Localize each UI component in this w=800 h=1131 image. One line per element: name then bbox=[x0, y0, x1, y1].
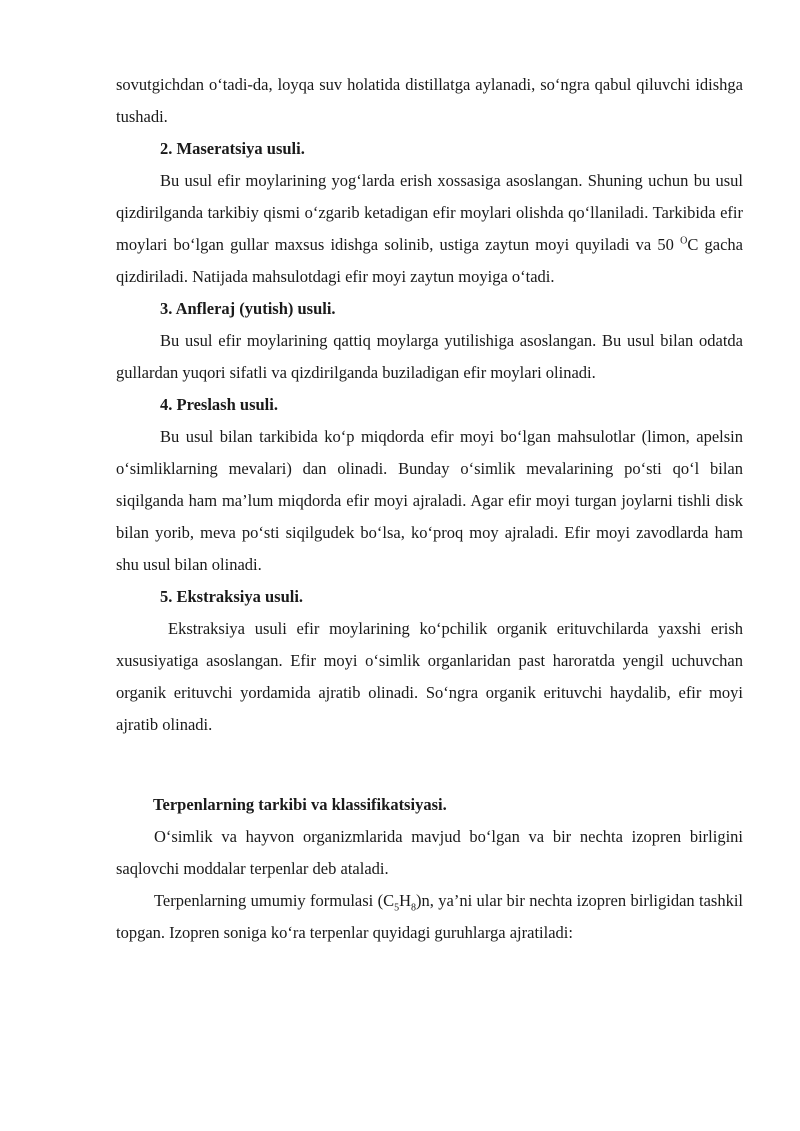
paragraph-continuation: sovutgichdan o‘tadi-da, loyqa suv holatida distillatga aylanadi, so‘ngra qabul qiluvchi idishga tushadi. bbox=[116, 75, 743, 126]
heading-extraction: 5. Ekstraksiya usuli. bbox=[160, 587, 304, 606]
formula-subscript-8: 8 bbox=[411, 902, 417, 914]
formula-text-a: Terpenlarning umumiy formulasi (C bbox=[154, 891, 395, 910]
formula-text-b: )n, ya’ni ular bir nechta izopren birligidan tashkil topgan. Izopren soniga ko‘ra terpenlar quyidagi guruhlarga ajratiladi: bbox=[116, 891, 743, 942]
paragraph-maceration-text-a: Bu usul efir moylarining yog‘larda erish xossasiga asoslangan. Shuning uchun bu usul qizdirilganda tarkibiy qismi o‘zgarib ketadigan efir moylari olishda qo‘llaniladi. Tarkibida efir moylari bo‘lgan gullar maxsus idishga solinib, ustiga zaytun moyi quyiladi va 50 bbox=[116, 171, 743, 254]
formula-text-h: H bbox=[399, 891, 412, 910]
formula-subscript-5: 5 bbox=[394, 902, 400, 914]
paragraph-maceration bbox=[116, 165, 743, 293]
paragraph-enfleurage: Bu usul efir moylarining qattiq moylarga yutilishiga asoslangan. Bu usul bilan odatda gullardan yuqori sifatli va qizdirilganda buziladigan efir moylari olinadi. bbox=[116, 331, 743, 382]
heading-pressing: 4. Preslash usuli. bbox=[160, 395, 278, 414]
document-page bbox=[116, 69, 743, 949]
section-title-terpenes: Terpenlarning tarkibi va klassifikatsiyasi. bbox=[153, 795, 447, 814]
paragraph-pressing: Bu usul bilan tarkibida ko‘p miqdorda efir moyi bo‘lgan mahsulotlar (limon, apelsin o‘simliklarning mevalari) dan olinadi. Bunday o‘simlik mevalarining po‘sti qo‘l bilan siqilganda ham ma’lum miqdorda efir moyi ajraladi. Agar efir moyi turgan joylarni tishli disk bilan yorib, meva po‘sti siqilgudek bo‘lsa, ko‘proq moy ajraladi. Efir moyi zavodlarda ham shu usul bilan olinadi. bbox=[116, 427, 743, 574]
paragraph-extraction: Ekstraksiya usuli efir moylarining ko‘pchilik organik erituvchilarda yaxshi erish xususiyatiga asoslangan. Efir moyi o‘simlik organlaridan past haroratda yengil uchuvchan organik erituvchi yordamida ajratib olinadi. So‘ngra organik erituvchi haydalib, efir moyi ajratib olinadi. bbox=[116, 619, 743, 734]
paragraph-terpenes-formula bbox=[116, 885, 743, 949]
degree-symbol: O bbox=[680, 235, 688, 247]
heading-maceration: 2. Maseratsiya usuli. bbox=[160, 139, 305, 158]
paragraph-terpenes-definition: O‘simlik va hayvon organizmlarida mavjud bo‘lgan va bir nechta izopren birligini saqlovchi moddalar terpenlar deb ataladi. bbox=[116, 827, 743, 878]
heading-enfleurage: 3. Anfleraj (yutish) usuli. bbox=[160, 299, 336, 318]
paragraph-maceration-text-b: C gacha qizdiriladi. Natijada mahsulotdagi efir moyi zaytun moyiga o‘tadi. bbox=[116, 235, 743, 286]
